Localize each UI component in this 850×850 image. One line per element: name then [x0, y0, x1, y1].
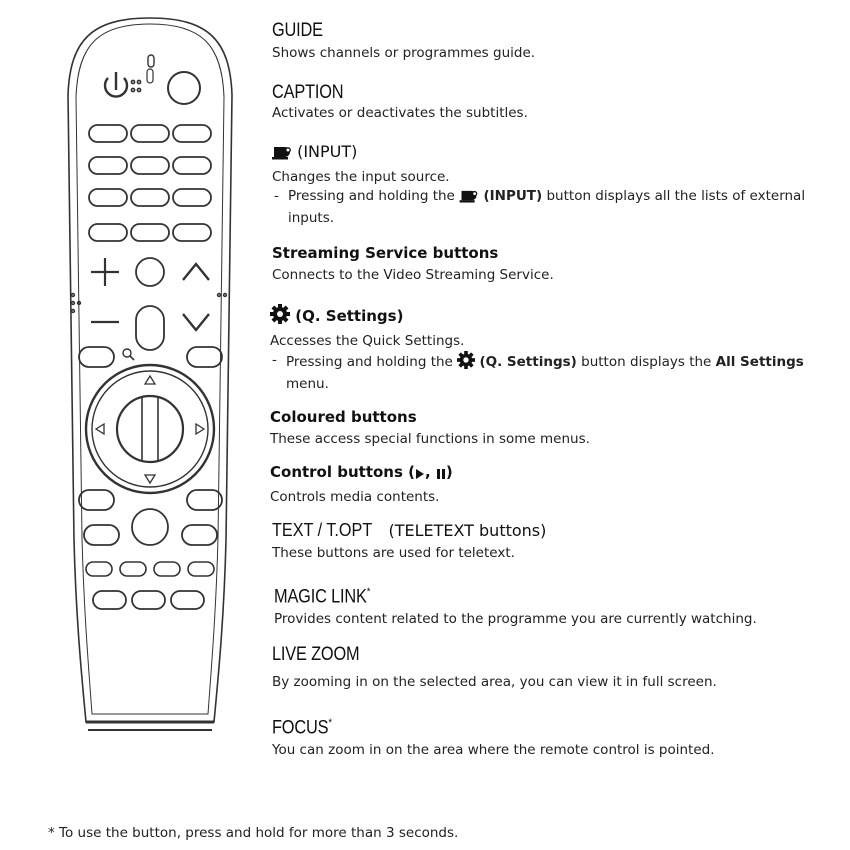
input-note-bold: (INPUT): [483, 188, 543, 204]
input-note: - Pressing and holding the (INPUT) button displays all the lists of external inputs.: [274, 188, 806, 226]
focus-title: FOCUS: [272, 717, 329, 739]
input-icon: [272, 144, 292, 165]
gear-icon: [270, 304, 290, 329]
entry-coloured: [270, 407, 850, 449]
control-desc: Controls media contents.: [270, 489, 440, 505]
footnote: * To use the button, press and hold for more than 3 seconds.: [48, 825, 459, 841]
teletext-title-suffix: (TELETEXT buttons): [388, 521, 547, 540]
control-title-prefix: Control buttons (: [270, 463, 415, 481]
qsettings-note-bold: (Q. Settings): [479, 354, 577, 370]
guide-title: GUIDE: [272, 20, 323, 41]
guide-desc: Shows channels or programmes guide.: [272, 45, 536, 61]
teletext-desc: These buttons are used for teletext.: [272, 545, 515, 561]
streaming-desc: Connects to the Video Streaming Service.: [272, 267, 554, 283]
livezoom-desc: By zooming in on the selected area, you can view it in full screen.: [272, 674, 717, 690]
input-icon: [459, 188, 479, 209]
coloured-desc: These access special functions in some menus.: [270, 431, 590, 447]
entry-focus: [272, 713, 850, 760]
qsettings-title: (Q. Settings): [295, 307, 404, 325]
remote-control-illustration: [0, 0, 260, 760]
pause-icon: [436, 465, 446, 485]
entry-livezoom: [272, 645, 850, 692]
qsettings-note: - Pressing and holding the (Q. Settings) button displays the All Settings menu.: [272, 352, 804, 392]
magiclink-star: *: [366, 586, 371, 598]
qsettings-note-suffix: menu.: [286, 376, 329, 392]
magiclink-desc: Provides content related to the programme you are currently watching.: [274, 611, 757, 628]
streaming-title: Streaming Service buttons: [272, 244, 499, 262]
control-title-suffix: ): [445, 463, 453, 481]
play-icon: [415, 465, 425, 485]
caption-desc: Activates or deactivates the subtitles.: [272, 105, 528, 121]
input-title: (INPUT): [297, 142, 358, 161]
entry-guide: [272, 21, 850, 63]
entry-magiclink: [274, 582, 850, 629]
power-button-icon: [105, 72, 127, 97]
entry-qsettings: [270, 304, 850, 394]
entry-caption: [272, 83, 850, 123]
qsettings-note-mid: button displays the: [581, 354, 712, 370]
input-desc: Changes the input source.: [272, 169, 450, 185]
gear-icon: [457, 351, 475, 375]
entry-streaming: [272, 243, 850, 285]
entry-control: Control buttons ( , ) Controls media contents.: [270, 462, 850, 507]
entry-teletext: [272, 520, 850, 563]
input-note-suffix: button displays all the lists of external inputs.: [288, 188, 806, 226]
focus-star: *: [328, 717, 332, 729]
qsettings-desc: Accesses the Quick Settings.: [270, 333, 465, 349]
qsettings-note-bold2: All Settings: [715, 354, 804, 370]
input-note-prefix: Pressing and holding the: [288, 188, 455, 204]
focus-desc: You can zoom in on the area where the remote control is pointed.: [272, 742, 715, 759]
entry-input: [272, 142, 850, 228]
caption-title: CAPTION: [272, 82, 344, 103]
livezoom-title: LIVE ZOOM: [272, 644, 360, 665]
teletext-title-prefix: TEXT / T.OPT: [272, 520, 373, 540]
magiclink-title: MAGIC LINK: [274, 586, 367, 608]
coloured-title: Coloured buttons: [270, 408, 417, 426]
qsettings-note-prefix: Pressing and holding the: [286, 354, 453, 370]
